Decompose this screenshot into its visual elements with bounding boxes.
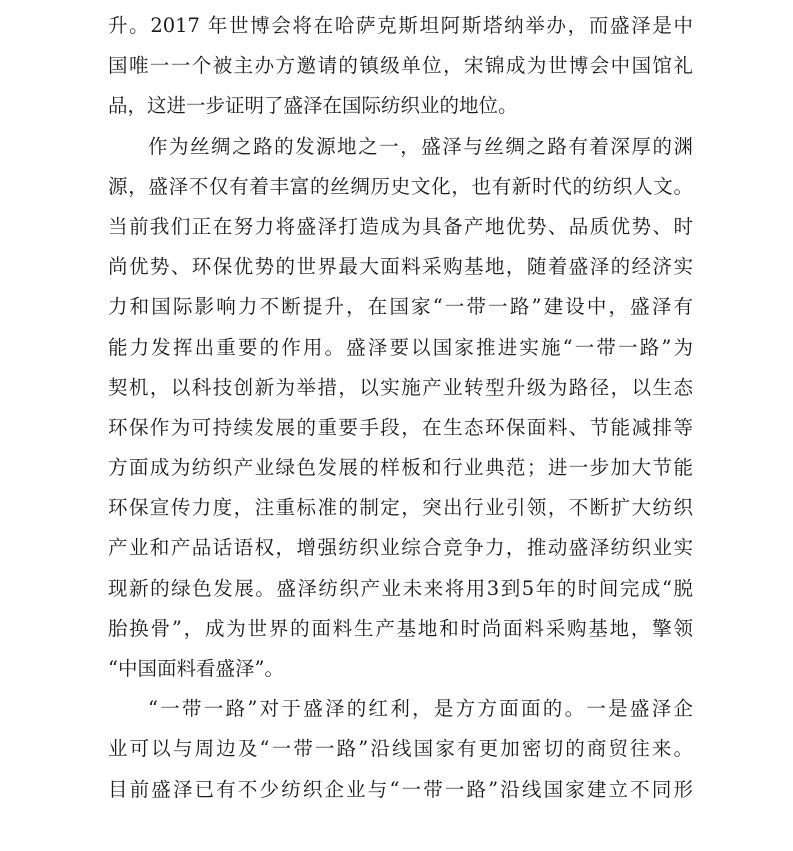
text-line: 源，盛泽不仅有着丰富的丝绸历史文化，也有新时代的纺织人文。 xyxy=(108,174,693,198)
text-line: 胎换骨”，成为世界的面料生产基地和时尚面料采购基地，擎领 xyxy=(108,616,693,640)
text-line: 能力发挥出重要的作用。盛泽要以国家推进实施“一带一路”为 xyxy=(108,335,693,359)
text-line: 现新的绿色发展。盛泽纺织产业未来将用3到5年的时间完成“脱 xyxy=(108,576,693,600)
text-line: 环保宣传力度，注重标准的制定，突出行业引领，不断扩大纺织 xyxy=(108,496,693,520)
body-text xyxy=(108,6,693,810)
text-line: 品，这进一步证明了盛泽在国际纺织业的地位。 xyxy=(108,94,518,118)
text-line: 业可以与周边及“一带一路”沿线国家有更加密切的商贸往来。 xyxy=(108,737,693,761)
text-line: 契机，以科技创新为举措，以实施产业转型升级为路径，以生态 xyxy=(108,375,693,399)
text-line: 作为丝绸之路的发源地之一，盛泽与丝绸之路有着深厚的渊 xyxy=(148,134,693,158)
text-line: 方面成为纺织产业绿色发展的样板和行业典范；进一步加大节能 xyxy=(108,456,693,480)
text-line: 力和国际影响力不断提升，在国家“一带一路”建设中，盛泽有 xyxy=(108,295,693,319)
text-line: 当前我们正在努力将盛泽打造成为具备产地优势、品质优势、时 xyxy=(108,214,693,238)
text-line: “中国面料看盛泽”。 xyxy=(108,657,284,680)
text-line: 目前盛泽已有不少纺织企业与“一带一路”沿线国家建立不同形 xyxy=(108,777,693,801)
text-line: 环保作为可持续发展的重要手段，在生态环保面料、节能减排等 xyxy=(108,415,693,439)
text-line: 升。2017 年世博会将在哈萨克斯坦阿斯塔纳举办，而盛泽是中 xyxy=(108,14,693,37)
text-line: 产业和产品话语权，增强纺织业综合竞争力，推动盛泽纺织业实 xyxy=(108,536,693,560)
text-line: 国唯一一个被主办方邀请的镇级单位，宋锦成为世博会中国馆礼 xyxy=(108,54,693,78)
text-line: 尚优势、环保优势的世界最大面料采购基地，随着盛泽的经济实 xyxy=(108,255,693,279)
text-line: “一带一路”对于盛泽的红利，是方方面面的。一是盛泽企 xyxy=(148,697,693,721)
